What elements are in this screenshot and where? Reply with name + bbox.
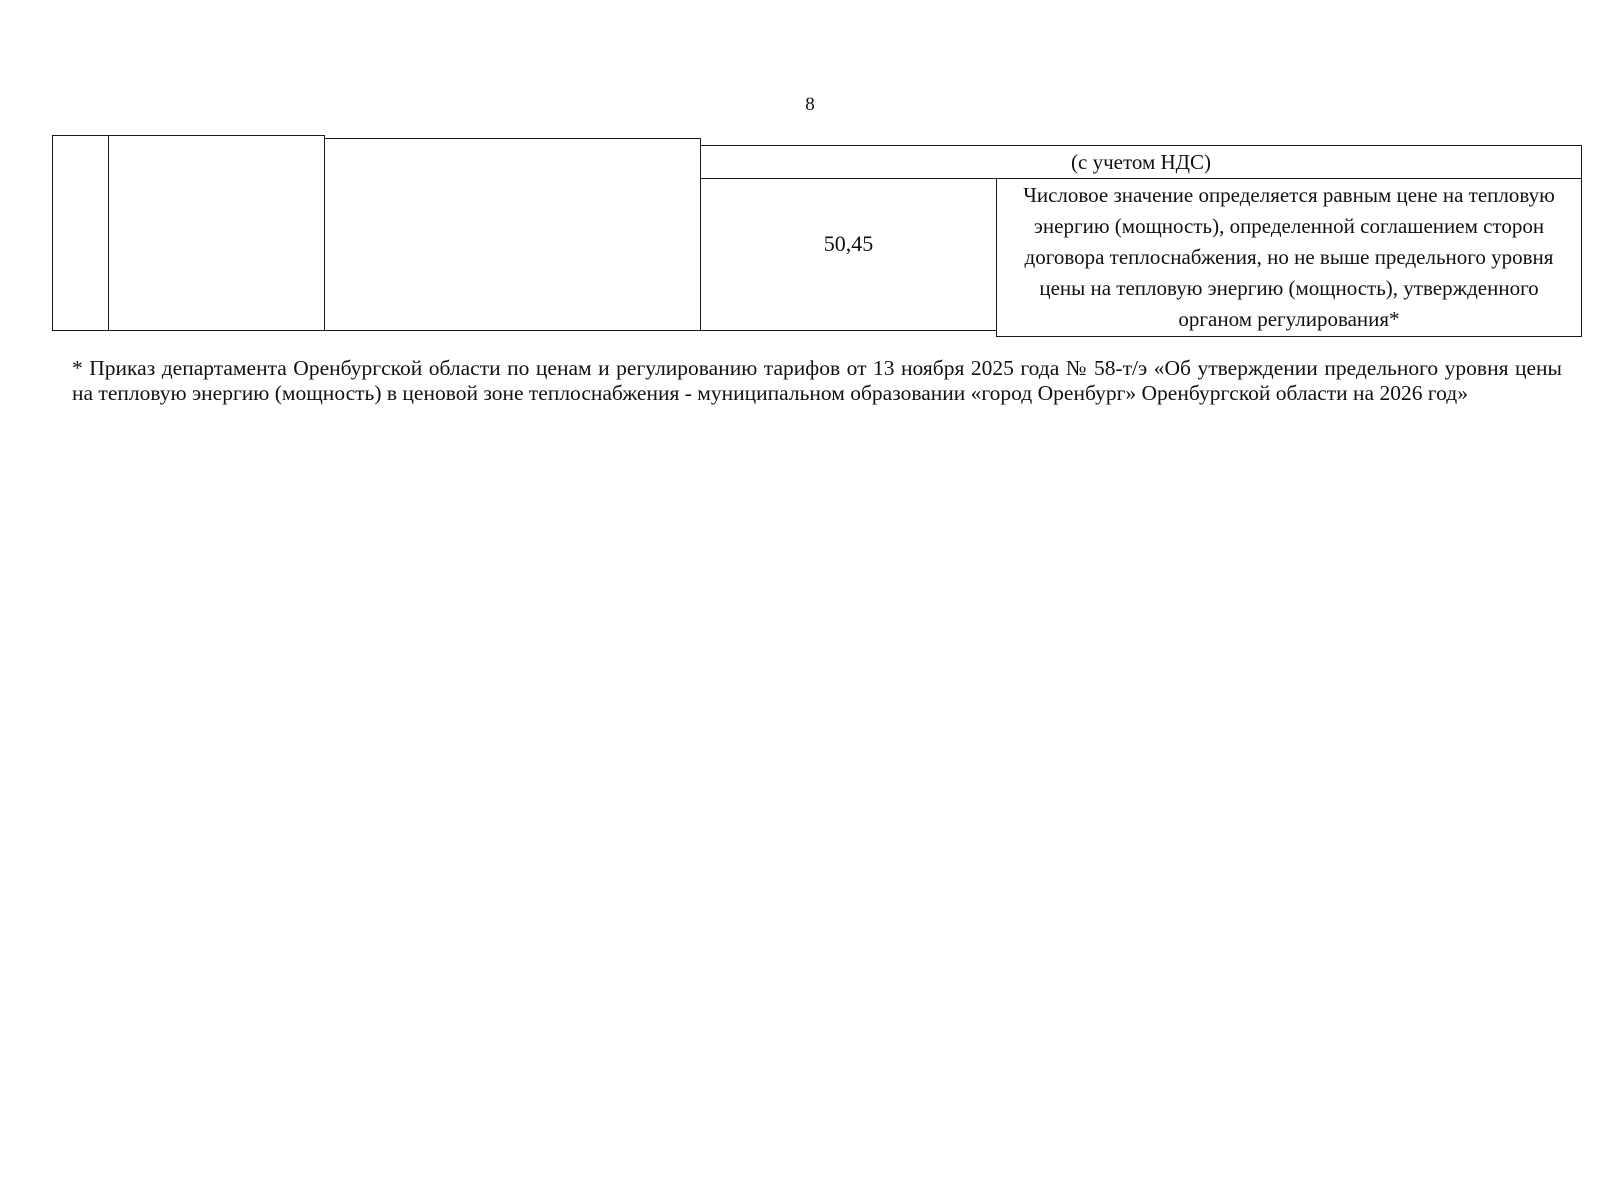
tariff-table	[52, 135, 1582, 335]
footnote: * Приказ департамента Оренбургской области по ценам и регулированию тарифов от 13 ноября 2025 года № 58-т/э «Об утверждении предельного уровня цены на тепловую энергию (мощность) в ценовой зоне теплоснабжения - муниципальном образовании «город Оренбург» Оренбургской области на 2026 год»	[72, 356, 1562, 405]
price-value-cell: 50,45	[700, 178, 997, 331]
table-cell-name	[108, 135, 325, 331]
price-note-cell: Числовое значение определяется равным цене на тепловую энергию (мощность), определенной соглашением сторон договора теплоснабжения, но не выше предельного уровня цены на тепловую энергию (мощность), утвержденного органом регулирования*	[996, 178, 1582, 337]
vat-header-cell: (с учетом НДС)	[700, 145, 1582, 179]
table-cell-index	[52, 135, 109, 331]
page-number: 8	[805, 94, 815, 115]
table-cell-description	[324, 138, 701, 331]
